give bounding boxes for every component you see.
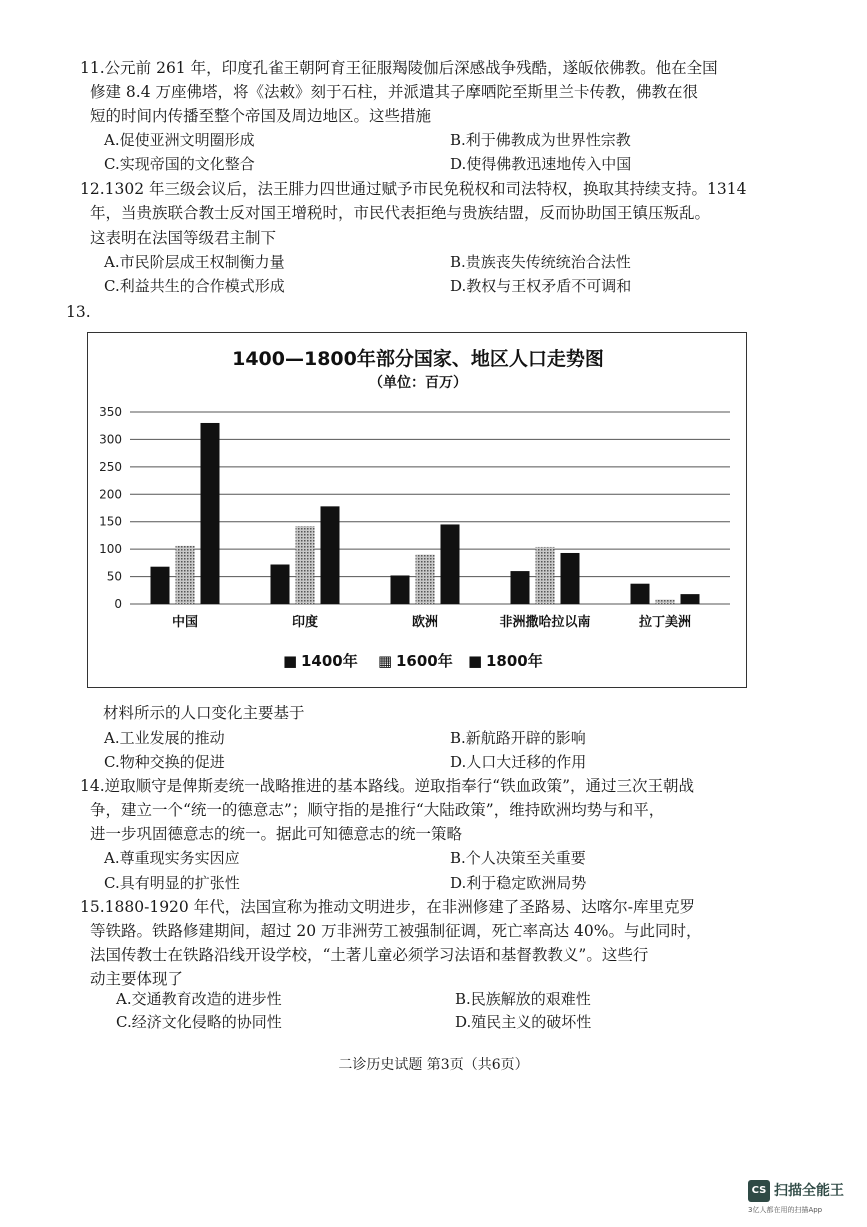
q14-option-a: A.尊重现实务实因应	[104, 849, 240, 867]
bar-1600年-欧洲	[416, 555, 435, 604]
q12-option-a: A.市民阶层成王权制衡力量	[104, 253, 285, 271]
scanner-logo-name: 扫描全能王	[774, 1183, 844, 1199]
q13-option-c: C.物种交换的促进	[104, 753, 225, 771]
chart-title: 1400—1800年部分国家、地区人口走势图	[232, 348, 604, 370]
y-tick-label: 150	[99, 514, 122, 529]
y-tick-label: 350	[99, 405, 122, 419]
legend-label: 1600年	[396, 652, 453, 670]
bar-1800年-拉丁美洲	[681, 594, 700, 604]
bar-1600年-拉丁美洲	[656, 600, 675, 604]
q15-option-a: A.交通教育改造的进步性	[116, 990, 282, 1008]
population-chart-svg	[88, 333, 748, 689]
scanner-logo	[748, 1178, 858, 1218]
bar-1800年-非洲撒哈拉以南	[561, 553, 580, 604]
population-chart	[87, 332, 747, 688]
q11-stem-line-1: 11.公元前 261 年，印度孔雀王朝阿育王征服羯陵伽后深感战争残酷，遂皈依佛教。他在全国	[80, 59, 718, 77]
page-footer: 二诊历史试题 第3页（共6页）	[338, 1057, 529, 1073]
bar-1600年-中国	[176, 546, 195, 604]
x-category-label: 欧洲	[411, 615, 439, 630]
bar-1600年-印度	[296, 526, 315, 604]
bar-1600年-非洲撒哈拉以南	[536, 547, 555, 604]
q11-stem-line-2: 修建 8.4 万座佛塔，将《法敕》刻于石柱，并派遣其子摩哂陀至斯里兰卡传教，佛教在很	[90, 83, 699, 101]
q12-option-d: D.教权与王权矛盾不可调和	[450, 277, 632, 295]
q13-option-d: D.人口大迁移的作用	[450, 753, 587, 771]
q14-option-c: C.具有明显的扩张性	[104, 874, 240, 892]
q12-stem-line-1: 12.1302 年三级会议后，法王腓力四世通过赋予市民免税权和司法特权，换取其持续支持。1314	[80, 180, 747, 198]
legend-marker: ■	[283, 652, 298, 670]
q14-option-d: D.利于稳定欧洲局势	[450, 874, 587, 892]
q14-option-b: B.个人决策至关重要	[450, 849, 586, 867]
q14-stem-line-2: 争，建立一个“统一的德意志”；顺守指的是推行“大陆政策”，维持欧洲均势与和平，	[90, 801, 665, 819]
bar-1400年-中国	[151, 567, 170, 604]
bar-1800年-中国	[201, 423, 220, 604]
legend-marker: ▦	[378, 652, 393, 670]
legend-label: 1800年	[486, 652, 543, 670]
q15-stem-line-1: 15.1880-1920 年代，法国宣称为推动文明进步，在非洲修建了圣路易、达喀尔-库里克罗	[80, 898, 695, 916]
q11-stem-line-3: 短的时间内传播至整个帝国及周边地区。这些措施	[90, 107, 432, 125]
q13-number: 13.	[66, 303, 91, 321]
q14-stem-line-1: 14.逆取顺守是俾斯麦统一战略推进的基本路线。逆取指奉行“铁血政策”，通过三次王朝战	[80, 777, 695, 795]
q15-stem-line-4: 动主要体现了	[90, 970, 184, 988]
q12-stem-line-2: 年，当贵族联合教士反对国王增税时，市民代表拒绝与贵族结盟，反而协助国王镇压叛乱。	[90, 204, 711, 222]
x-category-label: 非洲撒哈拉以南	[499, 615, 591, 630]
y-tick-label: 300	[99, 432, 122, 447]
y-tick-label: 200	[99, 487, 122, 502]
q11-option-b: B.利于佛教成为世界性宗教	[450, 131, 631, 149]
bar-1400年-非洲撒哈拉以南	[511, 571, 530, 604]
scanner-logo-icon: CS	[748, 1180, 770, 1202]
legend-label: 1400年	[301, 652, 358, 670]
q14-stem-line-3: 进一步巩固德意志的统一。据此可知德意志的统一策略	[90, 825, 463, 843]
q15-stem-line-3: 法国传教士在铁路沿线开设学校，“土著儿童必须学习法语和基督教教义”。这些行	[90, 946, 649, 964]
bar-1800年-欧洲	[441, 524, 460, 604]
q11-option-d: D.使得佛教迅速地传入中国	[450, 155, 632, 173]
x-category-label: 中国	[171, 615, 199, 630]
q12-stem-line-3: 这表明在法国等级君主制下	[90, 229, 277, 247]
q11-option-a: A.促使亚洲文明圈形成	[104, 131, 255, 149]
bar-1400年-欧洲	[391, 575, 410, 604]
q11-option-c: C.实现帝国的文化整合	[104, 155, 255, 173]
chart-subtitle: （单位：百万）	[369, 375, 467, 391]
q15-option-c: C.经济文化侵略的协同性	[116, 1013, 282, 1031]
q15-option-d: D.殖民主义的破坏性	[455, 1013, 592, 1031]
y-tick-label: 0	[114, 597, 122, 611]
y-tick-label: 250	[99, 459, 122, 474]
y-tick-label: 50	[106, 569, 122, 584]
q15-stem-line-2: 等铁路。铁路修建期间，超过 20 万非洲劳工被强制征调，死亡率高达 40%。与此同时，	[90, 922, 702, 940]
scanner-logo-tagline: 3亿人都在用的扫描App	[748, 1206, 823, 1214]
x-category-label: 拉丁美洲	[638, 615, 692, 630]
bar-1400年-拉丁美洲	[631, 584, 650, 604]
bar-1400年-印度	[271, 565, 290, 604]
q12-option-c: C.利益共生的合作模式形成	[104, 277, 285, 295]
x-category-label: 印度	[291, 615, 319, 630]
q13-stem: 材料所示的人口变化主要基于	[103, 704, 305, 722]
q13-option-a: A.工业发展的推动	[104, 729, 225, 747]
bar-1800年-印度	[321, 506, 340, 604]
q12-option-b: B.贵族丧失传统统治合法性	[450, 253, 631, 271]
q15-option-b: B.民族解放的艰难性	[455, 990, 591, 1008]
q13-option-b: B.新航路开辟的影响	[450, 729, 586, 747]
y-tick-label: 100	[99, 542, 122, 557]
legend-marker: ■	[468, 652, 483, 670]
